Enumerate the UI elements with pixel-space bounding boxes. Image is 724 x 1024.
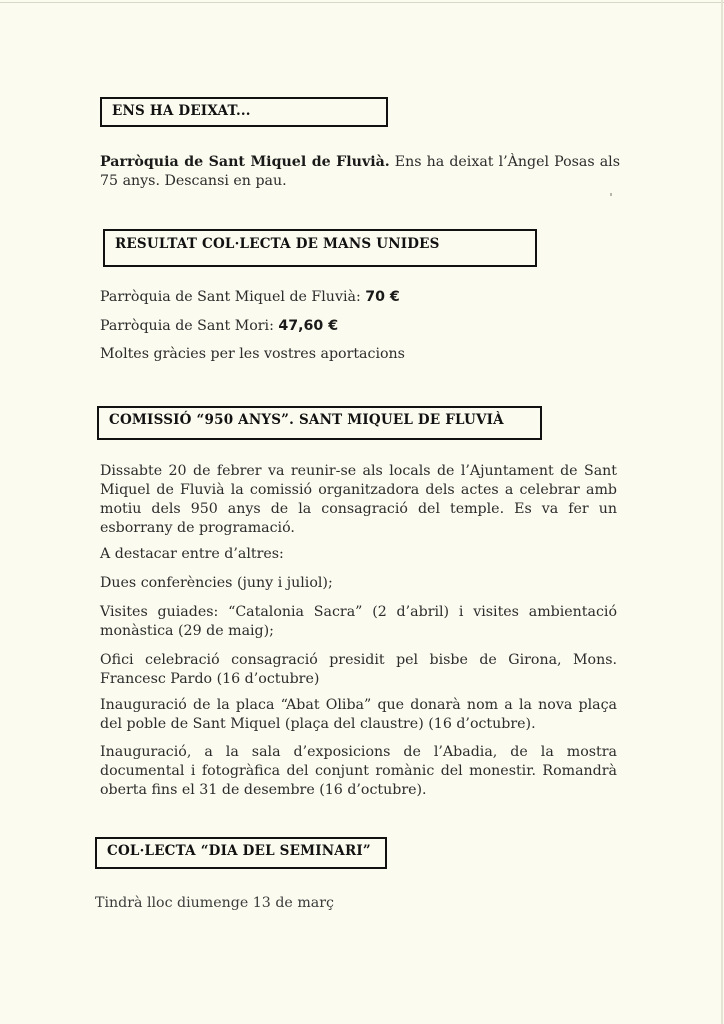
highlights-intro: A destacar entre d’altres:	[100, 546, 284, 562]
section-heading-collection-results	[103, 229, 537, 267]
seminary-date-text: Tindrà lloc diumenge 13 de març	[95, 895, 334, 911]
thanks-text: Moltes gràcies per les vostres aportacions	[100, 346, 405, 362]
collection-amount: 47,60 €	[278, 318, 339, 334]
collection-line	[100, 288, 620, 307]
deceased-notice	[100, 153, 620, 191]
commission-paragraph: Dissabte 20 de febrer va reunir-se als locals de l’Ajuntament de Sant Miquel de Fluvià la comissió organitzadora dels actes a celebrar amb motiu dels 950 anys de la consagració del temple. Es va fer un esborrany de programació.	[100, 463, 617, 536]
section-heading-deceased	[100, 97, 388, 127]
collection-line	[100, 317, 620, 336]
event-item: Visites guiades: “Catalonia Sacra” (2 d’abril) i visites ambientació monàstica (29 de maig);	[100, 604, 617, 639]
right-edge	[721, 0, 723, 1024]
collection-label: Parròquia de Sant Mori:	[100, 318, 279, 334]
collection-amount: 70 €	[365, 289, 400, 305]
scan-speck	[610, 193, 612, 196]
heading-text: COMISSIÓ “950 ANYS”. SANT MIQUEL DE FLUVIÀ	[109, 412, 504, 429]
event-item: Inauguració, a la sala d’exposicions de l’Abadia, de la mostra documental i fotogràfica del conjunt romànic del monestir. Romandrà oberta fins el 31 de desembre (16 d’octubre).	[100, 744, 617, 798]
section-heading-commission	[97, 406, 542, 440]
top-rule	[0, 2, 724, 3]
heading-text: COL·LECTA “DIA DEL SEMINARI”	[107, 843, 371, 860]
collection-label: Parròquia de Sant Miquel de Fluvià:	[100, 289, 366, 305]
event-item: Inauguració de la placa “Abat Oliba” que donarà nom a la nova plaça del poble de Sant Miquel (plaça del claustre) (16 d’octubre).	[100, 697, 617, 732]
parish-name: Parròquia de Sant Miquel de Fluvià.	[100, 154, 390, 170]
section-heading-seminary	[95, 837, 387, 869]
heading-text: ENS HA DEIXAT...	[112, 103, 251, 120]
event-item: Ofici celebració consagració presidit pel bisbe de Girona, Mons. Francesc Pardo (16 d’octubre)	[100, 652, 617, 687]
heading-text: RESULTAT COL·LECTA DE MANS UNIDES	[115, 236, 440, 252]
event-item: Dues conferències (juny i juliol);	[100, 575, 333, 591]
notice-text: Ens ha deixat l’Àngel Posas als 75 anys. Descansi en pau.	[100, 154, 620, 189]
